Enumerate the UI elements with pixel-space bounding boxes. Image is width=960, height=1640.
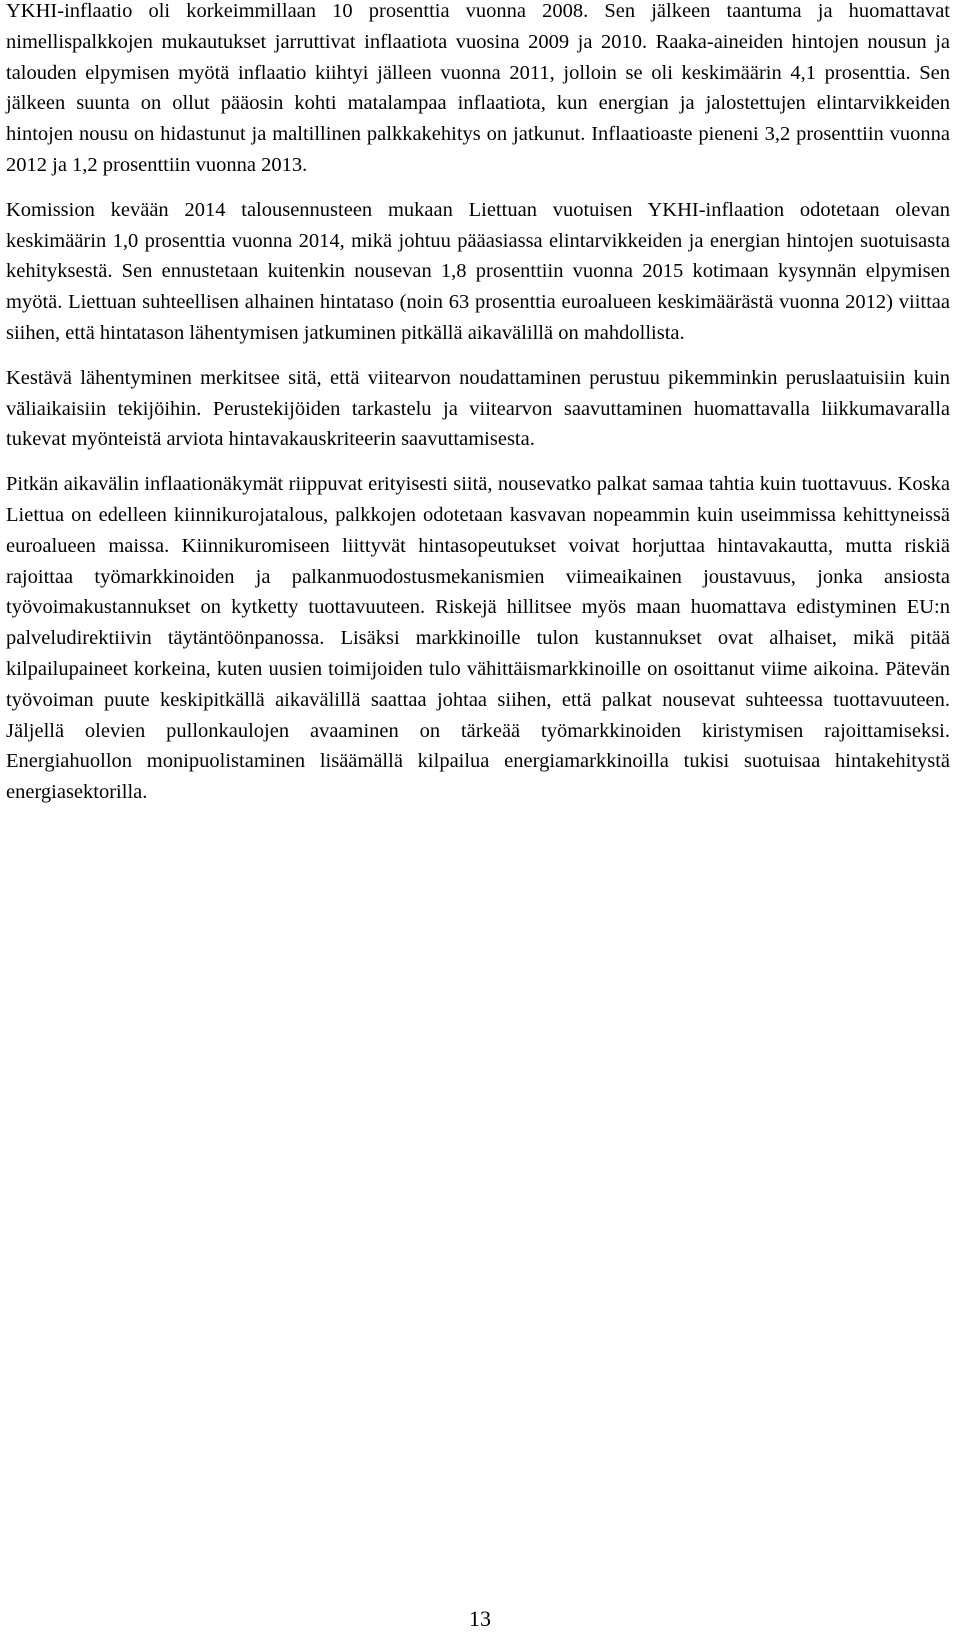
paragraph-commission-forecast: Komission kevään 2014 talousennusteen mukaan Liettuan vuotuisen YKHI-inflaation odotetaan olevan keskimäärin 1,0 prosenttia vuonna 2014, mikä johtuu pääasiassa elintarvikkeiden ja energian hintojen suotuisasta kehityksestä. Sen ennustetaan kuitenkin nousevan 1,8 prosenttiin vuonna 2015 kotimaan kysynnän elpymisen myötä. Liettuan suhteellisen alhainen hintataso (noin 63 prosenttia euroalueen keskimäärästä vuonna 2012) viittaa siihen, että hintatason lähentymisen jatkuminen pitkällä aikavälillä on mahdollista. bbox=[6, 198, 950, 344]
body-text bbox=[6, 0, 950, 822]
paragraph-inflation-history: YKHI-inflaatio oli korkeimmillaan 10 prosenttia vuonna 2008. Sen jälkeen taantuma ja huomattavat nimellispalkkojen mukautukset jarruttivat inflaatiota vuosina 2009 ja 2010. Raaka-aineiden hintojen nousun ja talouden elpymisen myötä inflaatio kiihtyi jälleen vuonna 2011, jolloin se oli keskimäärin 4,1 prosenttia. Sen jälkeen suunta on ollut pääosin kohti matalampaa inflaatiota, kun energian ja jalostettujen elintarvikkeiden hintojen nousu on hidastunut ja maltillinen palkkakehitys on jatkunut. Inflaatioaste pieneni 3,2 prosenttiin vuonna 2012 ja 1,2 prosenttiin vuonna 2013. bbox=[6, 0, 950, 176]
page-number: 13 bbox=[469, 1606, 491, 1631]
paragraph-long-term-outlook: Pitkän aikavälin inflaationäkymät riippuvat erityisesti siitä, nousevatko palkat samaa tahtia kuin tuottavuus. Koska Liettua on edelleen kiinnikurojatalous, palkkojen odotetaan kasvavan nopeammin kuin useimmissa kehittyneissä euroalueen maissa. Kiinnikuromiseen liittyvät hintasopeutukset voivat horjuttaa hintavakautta, mutta riskiä rajoittaa työmarkkinoiden ja palkanmuodostusmekanismien viimeaikainen joustavuus, jonka ansiosta työvoimakustannukset on kytketty tuottavuuteen. Riskejä hillitsee myös maan huomattava edistyminen EU:n palveludirektiivin täytäntöönpanossa. Lisäksi markkinoille tulon kustannukset ovat alhaiset, mikä pitää kilpailupaineet korkeina, kuten uusien toimijoiden tulo vähittäismarkkinoille on osoittanut viime aikoina. Pätevän työvoiman puute keskipitkällä aikavälillä saattaa johtaa siihen, että palkat nousevat suhteessa tuottavuuteen. Jäljellä olevien pullonkaulojen avaaminen on tärkeää työmarkkinoiden kiristymisen rajoittamiseksi. Energiahuollon monipuolistaminen lisäämällä kilpailua energiamarkkinoilla tukisi suotuisaa hintakehitystä energiasektorilla. bbox=[6, 473, 950, 804]
paragraph-sustainable-convergence: Kestävä lähentyminen merkitsee sitä, että viitearvon noudattaminen perustuu pikemminkin peruslaatuisiin kuin väliaikaisiin tekijöihin. Perustekijöiden tarkastelu ja viitearvon saavuttaminen huomattavalla liikkumavaralla tukevat myönteistä arviota hintavakauskriteerin saavuttamisesta. bbox=[6, 366, 950, 451]
